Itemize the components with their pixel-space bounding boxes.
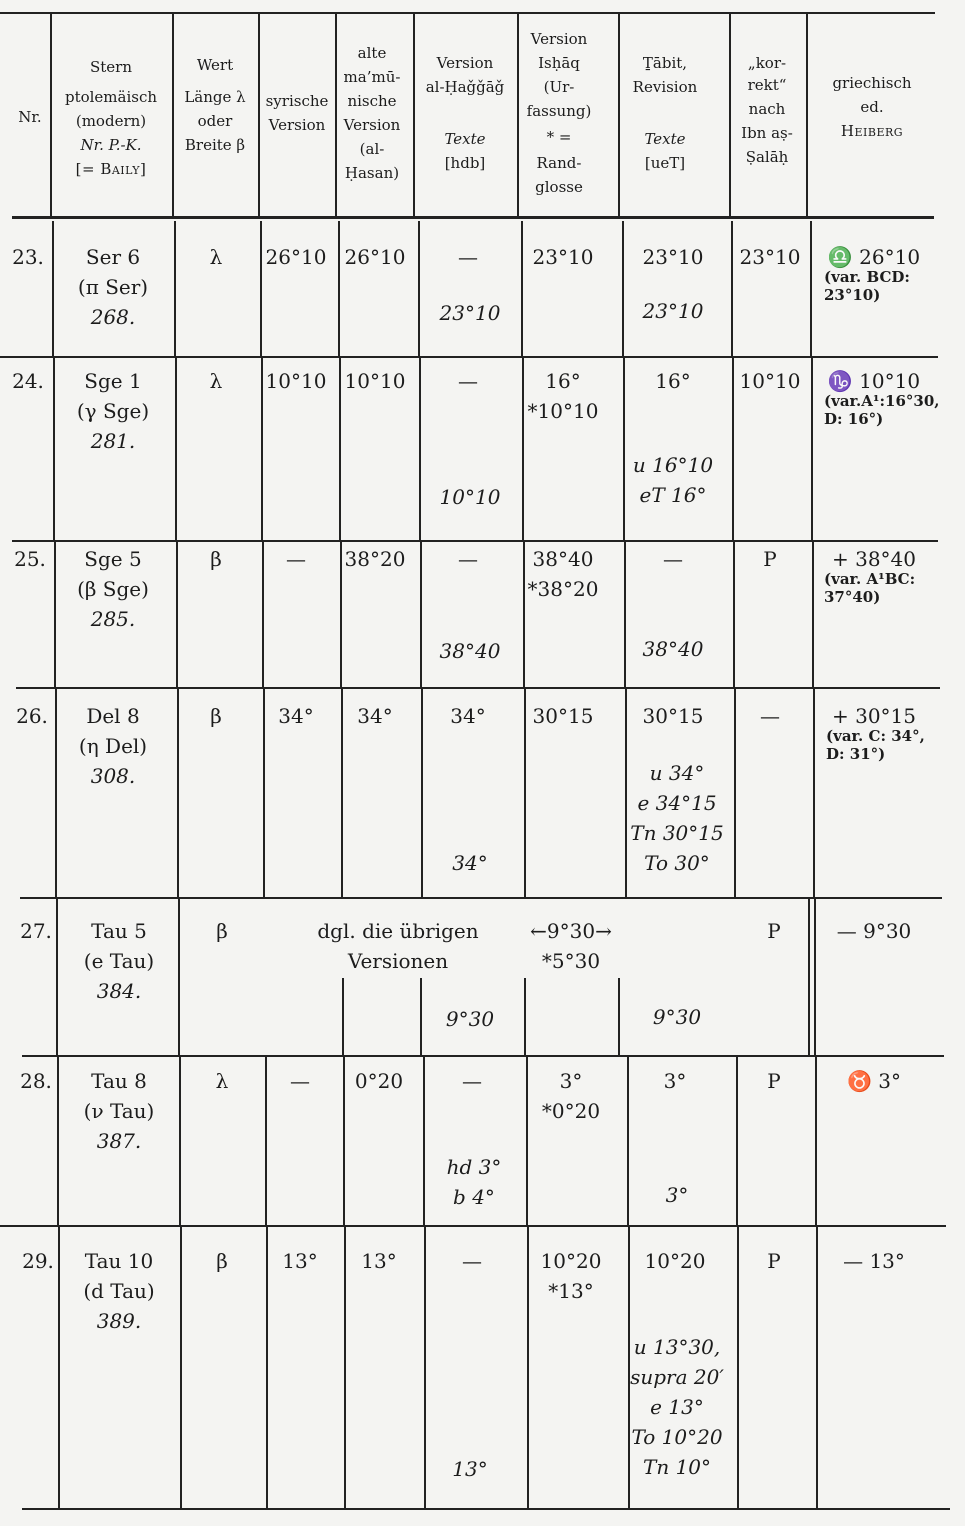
row-thabit: 3° xyxy=(663,1069,687,1093)
header-alte-line: nische xyxy=(347,92,397,110)
row-thabit-text: 9°30 xyxy=(652,1005,702,1029)
row-wert: λ xyxy=(209,245,223,269)
header-bottom-rule xyxy=(12,216,934,219)
row-thabit-text: e 34°15 xyxy=(637,791,717,815)
row-griechisch-variant: D: 31°) xyxy=(826,745,886,763)
row-separator-3 xyxy=(16,687,940,689)
row-alte: 10°10 xyxy=(344,369,406,393)
header-alte-line: Ḥasan) xyxy=(344,164,400,182)
row-ishaq-glosse: *13° xyxy=(548,1279,594,1303)
row-hajjaj-text: 23°10 xyxy=(439,301,501,325)
row-hajjaj: 34° xyxy=(450,704,486,728)
row-thabit-text: Tn 30°15 xyxy=(630,821,724,845)
row-thabit: — xyxy=(663,547,683,571)
row-wert: β xyxy=(210,704,222,728)
row-thabit-text: u 16°10 xyxy=(632,453,714,477)
header-korrekt-line: „kor- xyxy=(747,54,787,72)
top-rule xyxy=(0,12,935,14)
row-star-line: (e Tau) xyxy=(83,949,155,973)
row-star-line: Ser 6 xyxy=(85,245,141,269)
row-star-line: (d Tau) xyxy=(83,1279,155,1303)
header-wert-line: Wert xyxy=(196,56,234,74)
row-korrekt: 23°10 xyxy=(739,245,801,269)
header-korrekt-line: Ṣalāḥ xyxy=(745,148,789,166)
row-syrische: 13° xyxy=(282,1249,318,1273)
header-hajjaj-line: al-Ḥaǧǧāǧ xyxy=(425,78,505,96)
header-stern-line: (modern) xyxy=(75,112,147,130)
row-thabit-text: 3° xyxy=(665,1183,689,1207)
row-thabit-text: eT 16° xyxy=(639,483,707,507)
row-griechisch: ♉ 3° xyxy=(847,1069,901,1093)
row-nr: 24. xyxy=(12,369,44,393)
row-alte: 38°20 xyxy=(344,547,406,571)
header-syrische-line: syrische xyxy=(265,92,329,110)
row-ishaq: 30°15 xyxy=(532,704,594,728)
row-thabit: 30°15 xyxy=(642,704,704,728)
header-wert-line: oder xyxy=(197,112,233,130)
header-griechisch-line: griechisch xyxy=(832,74,912,92)
row-nr: 28. xyxy=(20,1069,52,1093)
header-korrekt-line: Ibn aṣ- xyxy=(741,124,793,142)
row-star-line: 281. xyxy=(90,429,136,453)
header-stern-line: Nr. P.-K. xyxy=(80,136,142,154)
row-nr: 27. xyxy=(20,919,52,943)
row-griechisch: + 38°40 xyxy=(831,547,916,571)
row-wert: β xyxy=(216,919,228,943)
row-thabit-text: 23°10 xyxy=(642,299,704,323)
header-stern-line: [= Baily] xyxy=(75,160,147,178)
row-alte: 0°20 xyxy=(354,1069,404,1093)
row-wert: λ xyxy=(209,369,223,393)
row-thabit-text: 38°40 xyxy=(642,637,704,661)
row-star-line: Tau 5 xyxy=(91,919,147,943)
row-wert: β xyxy=(216,1249,228,1273)
row-star-line: Sge 5 xyxy=(84,547,142,571)
row-thabit-text: u 34° xyxy=(649,761,705,785)
row-ishaq: 23°10 xyxy=(532,245,594,269)
row-ishaq: 16° xyxy=(545,369,581,393)
header-hajjaj-line: Texte xyxy=(444,130,486,148)
row-hajjaj-text: hd 3° xyxy=(446,1155,502,1179)
row-span-line: Versionen xyxy=(347,949,449,973)
row-star-line: Sge 1 xyxy=(84,369,142,393)
header-ishaq-line: fassung) xyxy=(526,102,592,120)
header-nr: Nr. xyxy=(18,108,42,126)
row-star-line: 268. xyxy=(90,305,136,329)
row-thabit-text: To 10°20 xyxy=(631,1425,723,1449)
row-hajjaj-text: 13° xyxy=(452,1457,488,1481)
row-griechisch-variant: (var. C: 34°, xyxy=(826,727,925,745)
row-0-col-rule-3 xyxy=(338,221,340,356)
row-ishaq-glosse: *10°10 xyxy=(527,399,599,423)
row-griechisch-variant: 37°40) xyxy=(824,588,881,606)
header-griechisch-line: Heiberg xyxy=(840,122,904,140)
row-thabit-text: u 13°30, xyxy=(633,1335,721,1359)
bottom-rule xyxy=(22,1508,950,1510)
header-syrische-line: Version xyxy=(268,116,326,134)
row-thabit-text: Tn 10° xyxy=(642,1455,712,1479)
row-star-line: 308. xyxy=(90,764,136,788)
row-syrische: — xyxy=(290,1069,310,1093)
row-0-col-rule-4 xyxy=(418,221,420,356)
row-griechisch-variant: (var.A¹:16°30, xyxy=(824,392,940,410)
row-ishaq: 38°40 xyxy=(532,547,594,571)
row-alte: 26°10 xyxy=(344,245,406,269)
row-separator-6 xyxy=(0,1225,946,1227)
row-alte: 34° xyxy=(357,704,393,728)
header-thabit-line: Ṯābit, xyxy=(642,54,688,72)
header-ishaq-line: * = xyxy=(546,128,572,146)
row-griechisch-variant: D: 16°) xyxy=(824,410,884,428)
row-griechisch: — 9°30 xyxy=(836,919,912,943)
header-griechisch-line: ed. xyxy=(860,98,884,116)
header-ishaq-line: Isḥāq xyxy=(538,54,580,72)
row-hajjaj-text: 34° xyxy=(452,851,488,875)
row-separator-4 xyxy=(20,897,942,899)
header-hajjaj-line: Version xyxy=(436,54,494,72)
row-ishaq: ←9°30→ xyxy=(530,919,612,943)
row-star-line: Tau 8 xyxy=(91,1069,147,1093)
header-stern-line: Stern xyxy=(89,58,132,76)
row-star-line: 384. xyxy=(96,979,142,1003)
row-korrekt: P xyxy=(763,547,777,571)
header-alte-line: alte xyxy=(357,44,387,62)
row-ishaq: 3° xyxy=(559,1069,583,1093)
header-korrekt-line: rekt“ xyxy=(747,76,787,94)
row-separator-5 xyxy=(22,1055,944,1057)
row-star-line: (γ Sge) xyxy=(76,399,150,423)
row-nr: 29. xyxy=(22,1249,54,1273)
row-griechisch-variant: 23°10) xyxy=(824,286,881,304)
row-wert: λ xyxy=(215,1069,229,1093)
row-thabit-text: e 13° xyxy=(650,1395,704,1419)
header-alte-line: (al- xyxy=(359,140,385,158)
row-star-line: Tau 10 xyxy=(84,1249,154,1273)
row-korrekt: P xyxy=(767,919,781,943)
row-thabit: 23°10 xyxy=(642,245,704,269)
header-hajjaj-line: [hdb] xyxy=(444,154,486,172)
row-griechisch: ♎ 26°10 xyxy=(827,245,921,269)
row-hajjaj: — xyxy=(458,245,478,269)
row-star-line: Del 8 xyxy=(86,704,140,728)
row-ishaq-glosse: *38°20 xyxy=(527,577,599,601)
row-star-line: (η Del) xyxy=(78,734,148,758)
header-ishaq-line: glosse xyxy=(535,178,583,196)
row-separator-2 xyxy=(12,540,938,542)
row-hajjaj: — xyxy=(462,1069,482,1093)
row-thabit: 16° xyxy=(655,369,691,393)
row-griechisch: — 13° xyxy=(843,1249,905,1273)
row-griechisch: + 30°15 xyxy=(831,704,916,728)
row-griechisch: ♑ 10°10 xyxy=(827,369,921,393)
row-star-line: (β Sge) xyxy=(77,577,149,601)
header-thabit-line: [ueT] xyxy=(644,154,686,172)
row-ishaq: 10°20 xyxy=(540,1249,602,1273)
header-ishaq-line: (Ur- xyxy=(543,78,575,96)
row-syrische: 10°10 xyxy=(265,369,327,393)
row-0-col-rule-7 xyxy=(731,221,733,356)
header-alte-line: ma’mū- xyxy=(343,68,401,86)
row-thabit-text: To 30° xyxy=(644,851,710,875)
row-thabit: 10°20 xyxy=(644,1249,706,1273)
header-wert-line: Breite β xyxy=(184,136,246,154)
row-nr: 23. xyxy=(12,245,44,269)
row-hajjaj-text: 10°10 xyxy=(439,485,501,509)
row-syrische: — xyxy=(286,547,306,571)
header-ishaq-line: Rand- xyxy=(536,154,582,172)
row-star-line: 285. xyxy=(90,607,136,631)
row-hajjaj: — xyxy=(462,1249,482,1273)
row-korrekt: P xyxy=(767,1069,781,1093)
row-star-line: (π Ser) xyxy=(77,275,149,299)
row-syrische: 26°10 xyxy=(265,245,327,269)
row-korrekt: P xyxy=(767,1249,781,1273)
header-ishaq-line: Version xyxy=(530,30,588,48)
row-thabit-text: supra 20′ xyxy=(630,1365,724,1389)
row-korrekt: 10°10 xyxy=(739,369,801,393)
row-star-line: 389. xyxy=(96,1309,142,1333)
row-hajjaj-text: b 4° xyxy=(453,1185,495,1209)
row-hajjaj-text: 38°40 xyxy=(439,639,501,663)
row-griechisch-variant: (var. BCD: xyxy=(824,268,910,286)
header-thabit-line: Texte xyxy=(644,130,686,148)
row-star-line: 387. xyxy=(96,1129,142,1153)
header-wert-line: Länge λ xyxy=(184,88,246,106)
row-0-col-rule-8 xyxy=(810,221,812,356)
row-hajjaj-text: 9°30 xyxy=(445,1007,495,1031)
row-0-col-rule-5 xyxy=(521,221,523,356)
row-hajjaj: — xyxy=(458,369,478,393)
header-alte-line: Version xyxy=(343,116,401,134)
row-ishaq-glosse: *5°30 xyxy=(541,949,601,973)
row-griechisch-variant: (var. A¹BC: xyxy=(824,570,916,588)
row-nr: 25. xyxy=(14,547,46,571)
row-wert: β xyxy=(210,547,222,571)
row-separator-1 xyxy=(0,356,938,358)
row-ishaq-glosse: *0°20 xyxy=(541,1099,601,1123)
header-korrekt-line: nach xyxy=(748,100,786,118)
row-span-line: dgl. die übrigen xyxy=(317,919,479,943)
row-star-line: (ν Tau) xyxy=(83,1099,155,1123)
header-thabit-line: Revision xyxy=(632,78,698,96)
row-0-col-rule-6 xyxy=(622,221,624,356)
row-syrische: 34° xyxy=(278,704,314,728)
row-hajjaj: — xyxy=(458,547,478,571)
row-nr: 26. xyxy=(16,704,48,728)
row-korrekt: — xyxy=(760,704,780,728)
header-stern-line: ptolemäisch xyxy=(64,88,158,106)
row-alte: 13° xyxy=(361,1249,397,1273)
